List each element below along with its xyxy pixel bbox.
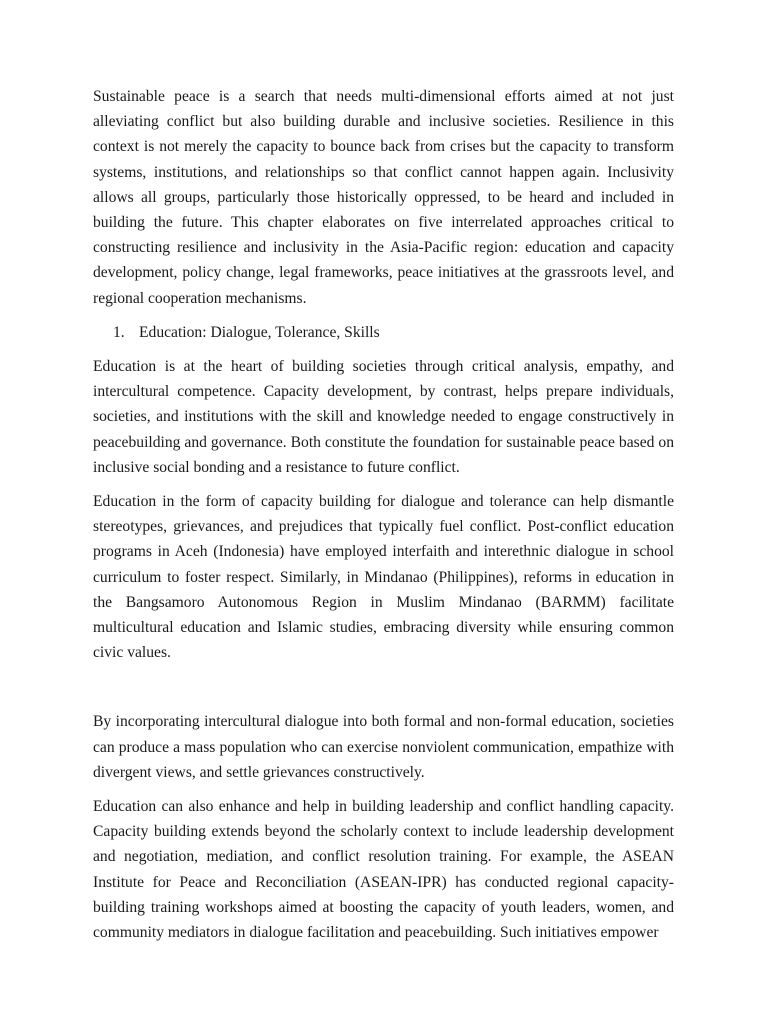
body-paragraph-3: By incorporating intercultural dialogue into both formal and non-formal education, societies can produce a mass population who can exercise nonviolent communication, empathize with divergent views, and settle grievances constructively. [93,713,674,781]
section-heading: Education: Dialogue, Tolerance, Skills [139,323,380,341]
body-paragraph-1: Education is at the heart of building societies through critical analysis, empathy, and intercultural competence. Capacity development, by contrast, helps prepare individuals, societies, and institutions with the skill and knowledge needed to engage constructively in peacebuilding and governance. Both constitute the foundation for sustainable peace based on inclusive social bonding and a resistance to future conflict. [93,358,674,476]
paragraph-spacer [93,674,674,709]
document-page [93,84,674,954]
body-paragraph-2: Education in the form of capacity building for dialogue and tolerance can help dismantle stereotypes, grievances, and prejudices that typically fuel conflict. Post-conflict education programs in Aceh (Indonesia) have employed interfaith and interethnic dialogue in school curriculum to foster respect. Similarly, in Mindanao (Philippines), reforms in education in the Bangsamoro Autonomous Region in Muslim Mindanao (BARMM) facilitate multicultural education and Islamic studies, embracing diversity while ensuring common civic values. [93,493,674,662]
body-paragraph-4: Education can also enhance and help in building leadership and conflict handling capacity. Capacity building extends beyond the scholarly context to include leadership development and negotiation, mediation, and conflict resolution training. For example, the ASEAN Institute for Peace and Reconciliation (ASEAN-IPR) has conducted regional capacity-building training workshops aimed at boosting the capacity of youth leaders, women, and community mediators in dialogue facilitation and peacebuilding. Such initiatives empower [93,798,674,942]
list-item-number: 1. [113,323,125,341]
numbered-list [93,320,674,345]
intro-paragraph: Sustainable peace is a search that needs multi-dimensional efforts aimed at not just alleviating conflict but also building durable and inclusive societies. Resilience in this context is not merely the capacity to bounce back from crises but the capacity to transform systems, institutions, and relationships so that conflict cannot happen again. Inclusivity allows all groups, particularly those historically oppressed, to be heard and included in building the future. This chapter elaborates on five interrelated approaches critical to constructing resilience and inclusivity in the Asia-Pacific region: education and capacity development, policy change, legal frameworks, peace initiatives at the grassroots level, and regional cooperation mechanisms. [93,88,674,307]
list-item-section-1 [93,320,674,345]
